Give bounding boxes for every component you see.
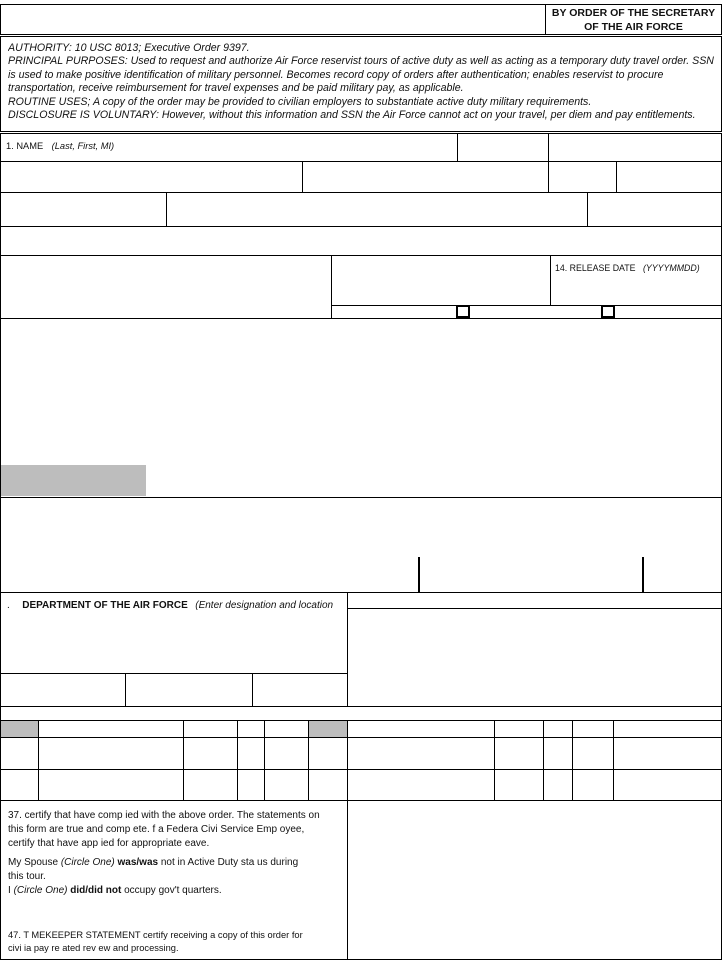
department-hint: (Enter designation and location	[195, 600, 334, 611]
table-cell[interactable]	[572, 737, 614, 770]
name-label: 1. NAME	[6, 141, 44, 151]
by-order-box	[545, 4, 722, 35]
statement-37-line: this form are true and comp ete. f a Federa Civi Service Emp oyee,	[8, 824, 305, 836]
table-cell[interactable]	[543, 737, 573, 770]
field-cell[interactable]	[347, 592, 722, 609]
table-cell[interactable]	[38, 737, 184, 770]
privacy-line: transportation, receive reimbursement for travel expenses and be paid military pay, as applicable.	[8, 82, 464, 95]
department-field-cell[interactable]	[0, 592, 348, 674]
table-cell[interactable]	[0, 737, 39, 770]
checkbox-2[interactable]	[601, 305, 615, 318]
field-cell[interactable]	[0, 192, 167, 227]
table-cell[interactable]	[183, 769, 238, 801]
table-cell[interactable]	[494, 769, 544, 801]
privacy-line: is used to make positive identification of military personnel. Becomes record copy of orders after authentication; enables reservist to procure	[8, 68, 664, 81]
spouse-statement-line1	[8, 856, 343, 870]
statement-37-line: 37. certify that have comp ied with the above order. The statements on	[8, 810, 320, 821]
name-field-cell[interactable]	[0, 133, 458, 162]
header-blank-cell[interactable]	[0, 4, 546, 35]
release-date-hint: (YYYYMMDD)	[642, 263, 700, 273]
privacy-line: AUTHORITY: 10 USC 8013; Executive Order 9397.	[8, 42, 250, 54]
table-header-cell[interactable]	[264, 720, 309, 738]
table-cell[interactable]	[0, 769, 39, 801]
by-order-line2: OF THE AIR FORCE	[584, 20, 683, 33]
checkbox-row	[331, 305, 722, 319]
field-cell[interactable]	[0, 161, 303, 193]
by-order-line1: BY ORDER OF THE SECRETARY	[551, 7, 716, 19]
spouse-circle-one: (Circle One)	[60, 857, 118, 868]
privacy-line: ROUTINE USES; A copy of the order may be provided to civilian employers to substantiate active duty military requirements.	[8, 95, 592, 108]
spouse-statement	[8, 856, 343, 884]
shaded-block	[1, 465, 146, 496]
field-cell[interactable]	[0, 706, 722, 721]
release-date-field-cell[interactable]	[550, 255, 722, 306]
field-cell[interactable]	[347, 608, 722, 707]
field-cell[interactable]	[548, 133, 722, 162]
statement-37-line: certify that have app ied for appropriate eave.	[8, 838, 210, 850]
table-cell[interactable]	[237, 737, 265, 770]
table-header-cell[interactable]	[183, 720, 238, 738]
statement-47-line: 47. T MEKEEPER STATEMENT certify receiving a copy of this order for	[8, 930, 303, 940]
field-cell[interactable]	[302, 161, 549, 193]
statement-37	[8, 809, 343, 852]
checkbox-1[interactable]	[456, 305, 470, 318]
privacy-act-statement	[0, 36, 722, 132]
table-cell[interactable]	[308, 737, 348, 770]
field-cell[interactable]	[0, 226, 722, 256]
table-cell[interactable]	[494, 737, 544, 770]
field-cell[interactable]	[0, 673, 126, 707]
department-label: DEPARTMENT OF THE AIR FORCE	[22, 600, 188, 611]
field-cell[interactable]	[252, 673, 348, 707]
spouse-suffix: not in Active Duty sta us during	[158, 857, 299, 868]
field-cell[interactable]	[125, 673, 253, 707]
table-cell[interactable]	[237, 769, 265, 801]
statement-47	[8, 929, 343, 954]
spouse-prefix: My Spouse	[8, 857, 61, 868]
table-header-cell[interactable]	[347, 720, 495, 738]
table-header-cell[interactable]	[38, 720, 184, 738]
quarters-suffix: occupy gov't quarters.	[121, 885, 222, 896]
table-header-cell[interactable]	[543, 720, 573, 738]
field-cell[interactable]	[331, 255, 551, 306]
quarters-prefix: I	[8, 885, 14, 896]
table-header-cell[interactable]	[494, 720, 544, 738]
field-cell[interactable]	[616, 161, 722, 193]
spouse-was-choice[interactable]: was/was	[117, 857, 159, 868]
field-cell[interactable]	[0, 255, 332, 319]
quarters-did-choice[interactable]: did/did not	[70, 885, 122, 896]
table-cell[interactable]	[264, 769, 309, 801]
table-cell[interactable]	[613, 769, 722, 801]
large-entry-area[interactable]	[0, 318, 722, 498]
table-cell[interactable]	[308, 769, 348, 801]
certification-cell	[0, 800, 348, 960]
table-cell[interactable]	[264, 737, 309, 770]
column-divider	[418, 557, 420, 592]
table-header-cell[interactable]	[572, 720, 614, 738]
field-cell[interactable]	[548, 161, 617, 193]
table-header-cell	[308, 720, 348, 738]
quarters-statement	[8, 884, 343, 898]
entry-area[interactable]	[0, 497, 722, 593]
table-cell[interactable]	[38, 769, 184, 801]
table-header-cell[interactable]	[613, 720, 722, 738]
table-cell[interactable]	[572, 769, 614, 801]
spouse-statement-line2: this tour.	[8, 871, 46, 883]
field-cell[interactable]	[587, 192, 722, 227]
release-date-label: 14. RELEASE DATE	[555, 263, 636, 273]
privacy-line: DISCLOSURE IS VOLUNTARY: However, without this information and SSN the Air Force cannot act on your travel, per diem and pay entitlements.	[8, 109, 696, 122]
column-divider	[642, 557, 644, 592]
table-header-cell	[0, 720, 39, 738]
privacy-line: PRINCIPAL PURPOSES: Used to request and authorize Air Force reservist tours of active duty as well as acting as a temporary duty travel order. SSN	[8, 55, 714, 68]
name-hint: (Last, First, MI)	[51, 141, 115, 151]
table-cell[interactable]	[613, 737, 722, 770]
table-header-cell[interactable]	[237, 720, 265, 738]
table-cell[interactable]	[183, 737, 238, 770]
table-cell[interactable]	[543, 769, 573, 801]
department-prefix: .	[7, 600, 10, 611]
signature-area-cell[interactable]	[347, 800, 722, 960]
table-cell[interactable]	[347, 737, 495, 770]
statement-47-line: civi ia pay re ated rev ew and processing.	[8, 942, 179, 953]
field-cell[interactable]	[457, 133, 549, 162]
quarters-circle-one: (Circle One)	[13, 885, 71, 896]
table-cell[interactable]	[347, 769, 495, 801]
field-cell[interactable]	[166, 192, 588, 227]
